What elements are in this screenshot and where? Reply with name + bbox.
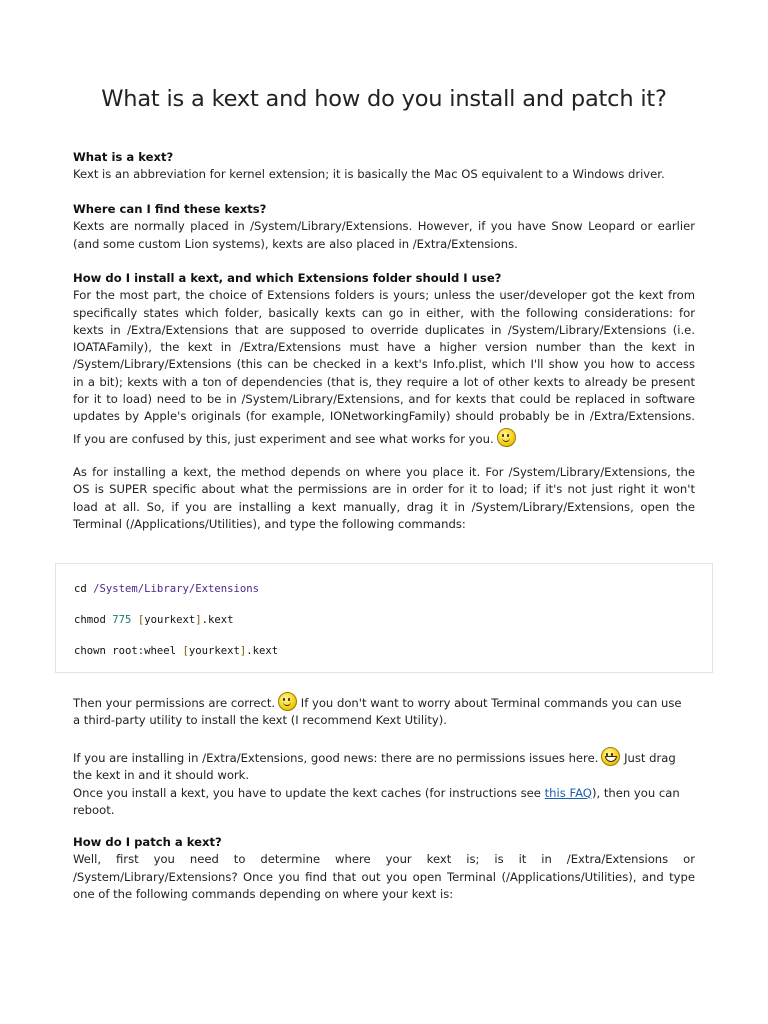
code-block: [55, 563, 713, 673]
paragraph-line: specifically states which folder, basically kexts can go in either, with the following considerations: for: [73, 305, 695, 320]
paragraph-line: As for installing a kext, the method depends on where you place it. For /System/Library/Extensions, the: [73, 465, 695, 479]
paragraph-line: /System/Library/Extensions? Once you find that out you open Terminal (/Applications/Utilities), and type: [73, 869, 695, 884]
paragraph-line: reboot.: [73, 802, 115, 817]
paragraph-line: Kext is an abbreviation for kernel extension; it is basically the Mac OS equivalent to a Windows driver.: [73, 167, 665, 182]
code-argument: yourkext: [144, 614, 196, 626]
paragraph-text: Then your permissions are correct.: [73, 696, 276, 710]
paragraph-line: one of the following commands depending on where your kext is:: [73, 886, 454, 901]
code-operator: :: [137, 645, 145, 657]
paragraph-line: For the most part, the choice of Extensions folders is yours; unless the user/developer got the kext from: [73, 288, 695, 303]
paragraph-line: Terminal (/Applications/Utilities), and type the following commands:: [73, 516, 466, 531]
section-patch-kext: [73, 834, 695, 903]
code-extension: .kext: [201, 614, 234, 626]
section-what-is-kext: [73, 149, 695, 184]
section-after-permissions: [73, 692, 695, 730]
code-path: /System/Library/Extensions: [93, 583, 259, 595]
paragraph-line: Well, first you need to determine where your kext is; is it in /Extra/Extensions or: [73, 852, 695, 867]
code-group: wheel: [144, 645, 177, 657]
section-heading: How do I install a kext, and which Extensions folder should I use?: [73, 271, 502, 285]
paragraph-line: updates by Apple's originals (for example, IONetworkingFamily) should probably be in /Extra/Extensions.: [73, 409, 695, 424]
paragraph-line: /System/Library/Extensions (this can be checked in a kext's Info.plist, which I'll show you how to access: [73, 357, 695, 372]
paragraph-line: [73, 747, 695, 767]
paragraph-text: If you are installing in /Extra/Extensions, good news: there are no permissions issues here.: [73, 751, 599, 765]
section-heading: What is a kext?: [73, 150, 174, 164]
section-installing-method: [73, 464, 695, 533]
code-line: [74, 645, 278, 657]
smiley-icon: [278, 692, 297, 711]
section-heading: Where can I find these kexts?: [73, 202, 267, 216]
section-install-kext: [73, 270, 695, 448]
paragraph-line: a third-party utility to install the kext (I recommend Kext Utility).: [73, 713, 447, 728]
code-number: 775: [112, 614, 132, 626]
paragraph-text: If you don't want to worry about Terminal commands you can use: [300, 696, 682, 710]
paragraph-text: Just drag: [624, 751, 676, 765]
section-heading: How do I patch a kext?: [73, 835, 222, 849]
code-line: [74, 583, 259, 595]
code-bracket: [: [137, 614, 145, 626]
paragraph-line: IOATAFamily), the kext in /Extra/Extensions must have a higher version number than the kext in: [73, 340, 695, 355]
paragraph-line: [73, 428, 695, 448]
code-line: [74, 614, 234, 626]
code-argument: yourkext: [188, 645, 240, 657]
paragraph-text: Once you install a kext, you have to update the kext caches (for instructions see: [73, 785, 541, 800]
code-command: cd: [74, 583, 87, 595]
paragraph-line: in a bit); kexts with a ton of dependencies (that is, they require a lot of other kexts to already be present: [73, 374, 695, 389]
code-command: chown root: [74, 645, 138, 657]
paragraph-text: If you are confused by this, just experiment and see what works for you.: [73, 431, 494, 446]
paragraph-line: OS is SUPER specific about what the permissions are in order for it to load; if it's not just right it won't: [73, 482, 695, 497]
paragraph-line: the kext in and it should work.: [73, 768, 250, 783]
code-bracket: ]: [195, 614, 202, 626]
paragraph-text: ), then you can: [591, 785, 680, 800]
section-extra-extensions: [73, 747, 695, 819]
smiley-icon: [497, 428, 516, 447]
paragraph-line: for it to load) need to be in /System/Library/Extensions, and for kexts that could be replaced in software: [73, 392, 695, 407]
paragraph-line: (and some custom Lion systems), kexts are also placed in /Extra/Extensions.: [73, 236, 518, 251]
code-bracket: [: [182, 645, 189, 657]
paragraph-line: load at all. So, if you are installing a kext manually, drag it in /System/Library/Extensions, open the: [73, 499, 695, 514]
faq-link[interactable]: this FAQ: [544, 785, 592, 800]
page-title: What is a kext and how do you install and patch it?: [101, 86, 667, 112]
grinning-smiley-icon: [601, 747, 620, 766]
code-extension: .kext: [246, 645, 279, 657]
code-command: chmod: [74, 614, 106, 626]
paragraph-line: [73, 692, 695, 712]
section-where-kexts: [73, 201, 695, 253]
paragraph-line: Kexts are normally placed in /System/Library/Extensions. However, if you have Snow Leopard or earlier: [73, 219, 695, 234]
paragraph-line: kexts in /Extra/Extensions that are supposed to override duplicates in /System/Library/Extensions (i.e.: [73, 322, 695, 337]
paragraph-line: [73, 785, 695, 802]
code-bracket: ]: [239, 645, 247, 657]
